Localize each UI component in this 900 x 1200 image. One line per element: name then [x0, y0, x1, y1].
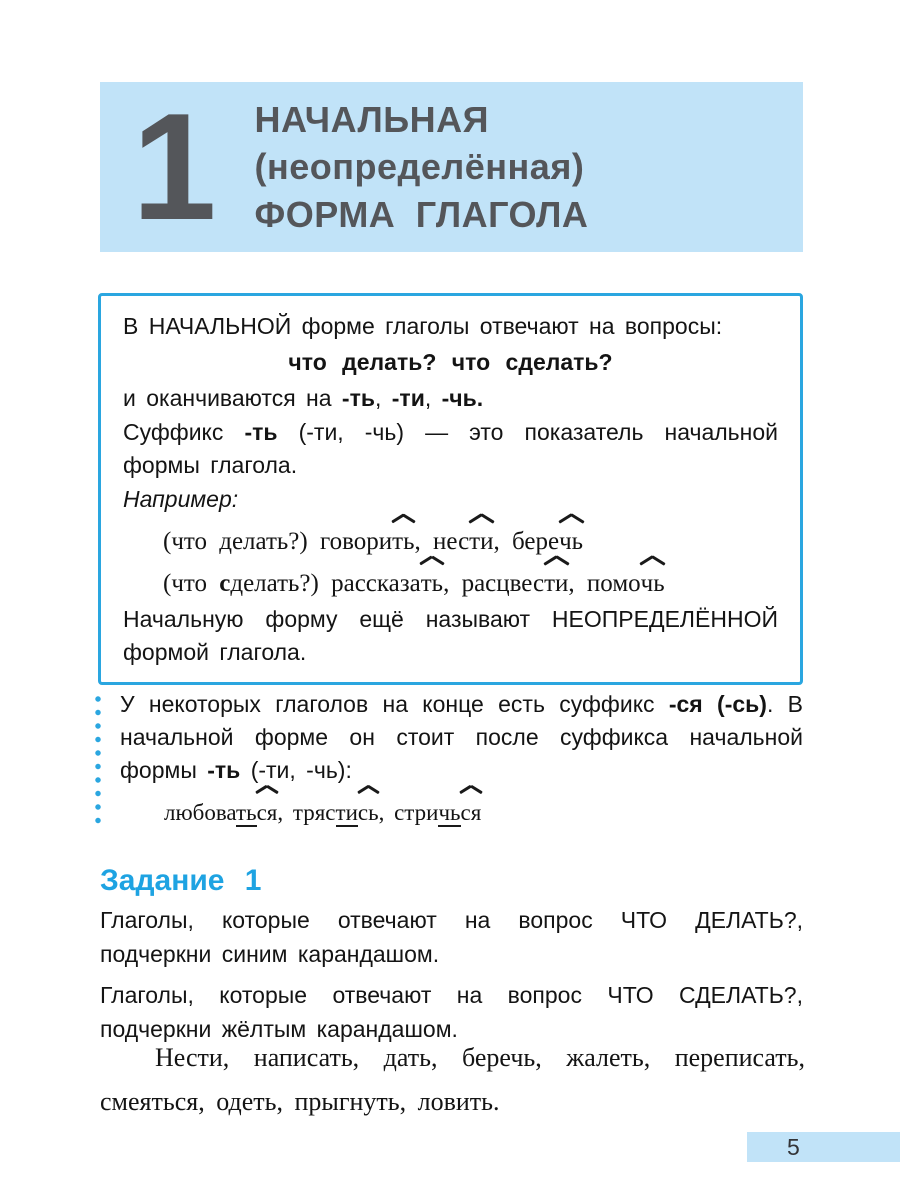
chapter-title-line-3: ФОРМА ГЛАГОЛА: [254, 193, 589, 235]
text-run: ть: [392, 525, 414, 558]
text-run: ,: [374, 385, 392, 411]
text-run: ,: [424, 385, 442, 411]
text-run: (-ти, -чь) — это показатель начальной формы глагола.: [123, 419, 779, 478]
text-run: У некоторых глаголов на конце есть суффикс: [120, 691, 669, 717]
task-heading: Задание 1: [100, 864, 262, 897]
text-run: -ть: [244, 419, 278, 445]
text-run: чь: [641, 567, 665, 600]
chapter-header: [100, 82, 803, 252]
rule-endings: [123, 382, 778, 415]
text-run: -чь.: [441, 385, 484, 411]
text-run: ть: [421, 567, 443, 600]
chapter-title-line-1: НАЧАЛЬНАЯ: [254, 98, 490, 140]
text-run: , нес: [414, 528, 470, 555]
example-line-2: [123, 567, 778, 600]
text-run: чь: [438, 800, 461, 825]
text-run: с: [219, 570, 231, 597]
text-run: сь: [358, 796, 379, 829]
task-instruction-2: Глаголы, которые отвечают на вопрос ЧТО СДЕЛАТЬ?, подчеркни жёлтым карандашом.: [100, 982, 803, 1042]
rule-intro: В НАЧАЛЬНОЙ форме глаголы отвечают на вопросы:: [123, 313, 723, 339]
text-run: делать?) рассказа: [230, 570, 421, 597]
page-footer-strip: [747, 1132, 900, 1162]
example-line-1: [123, 525, 778, 558]
text-run: ти: [544, 567, 568, 600]
rule-questions: что делать? что сделать?: [288, 349, 613, 375]
text-run: , расцвес: [443, 570, 545, 597]
text-run: ти: [335, 800, 358, 825]
text-run: , тряс: [277, 800, 336, 825]
note-example-line: [120, 796, 803, 829]
example-label: Например:: [123, 486, 239, 512]
rule-suffix-note: [123, 416, 778, 482]
text-run: и оканчиваются на: [123, 385, 342, 411]
text-run: -ть: [341, 385, 375, 411]
rule-box: [98, 293, 803, 685]
chapter-number: 1: [132, 82, 213, 252]
note-section: [93, 688, 803, 832]
text-run: (-сь): [717, 691, 767, 717]
text-run: . В начальной форме он стоит после суффикса начальной формы: [120, 691, 804, 783]
verb-list: Нести, написать, дать, беречь, жалеть, переписать, смеяться, одеть, прыгнуть, ловить.: [100, 1043, 805, 1116]
text-run: (-ти, -чь):: [240, 757, 352, 783]
text-run: , бере: [493, 528, 560, 555]
dotted-border: [93, 694, 103, 828]
text-run: ти: [469, 525, 493, 558]
text-run: -ти: [391, 385, 425, 411]
text-run: чь: [559, 525, 583, 558]
text-run: -ся: [668, 691, 703, 717]
text-run: ть: [236, 800, 257, 825]
text-run: , помо: [568, 570, 641, 597]
note-paragraph: [120, 688, 803, 787]
text-run: любова: [164, 800, 237, 825]
text-run: ся: [257, 796, 278, 829]
text-run: (что делать?) говори: [163, 528, 393, 555]
text-run: -ть: [207, 757, 241, 783]
chapter-title-line-2: (неопределённая): [254, 146, 585, 188]
text-run: ся: [461, 796, 482, 829]
text-run: (что: [163, 570, 220, 597]
chapter-title: [255, 96, 589, 239]
task-instruction-1: Глаголы, которые отвечают на вопрос ЧТО ДЕЛАТЬ?, подчеркни синим карандашом.: [100, 907, 803, 967]
rule-conclusion: Начальную форму ещё называют НЕОПРЕДЕЛЁННОЙ формой глагола.: [123, 606, 778, 665]
text-run: [703, 691, 717, 717]
text-run: , стри: [378, 800, 439, 825]
page-number: 5: [787, 1133, 800, 1160]
text-run: Суффикс: [123, 419, 245, 445]
